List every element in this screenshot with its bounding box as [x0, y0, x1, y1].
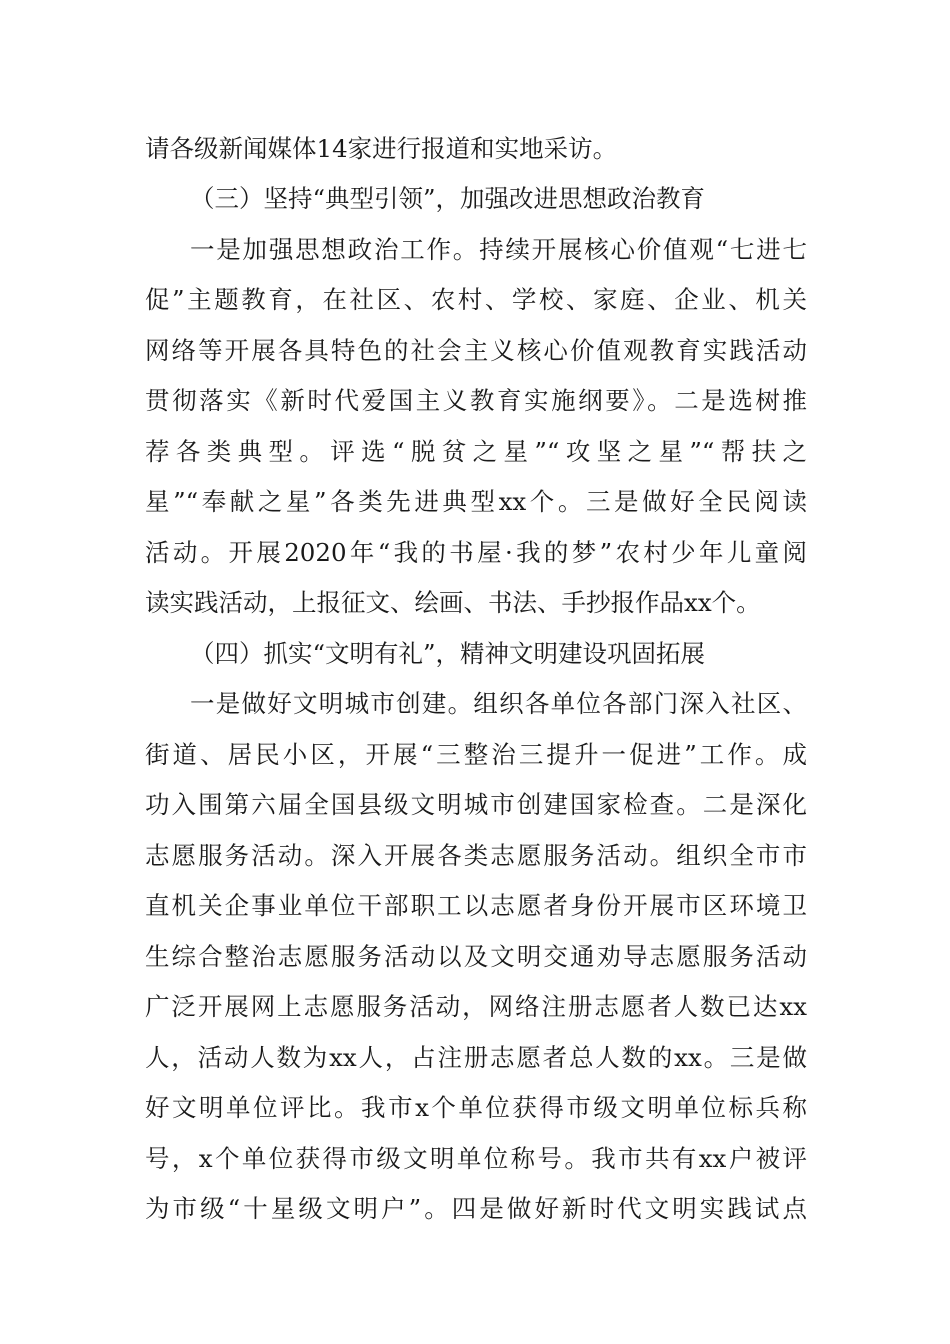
- text-line-16: 直机关企事业单位干部职工以志愿者身份开展市区环境卫: [145, 891, 807, 920]
- section-heading-4: （四）抓实“文明有礼”，精神文明建设巩固拓展: [190, 639, 706, 668]
- text-line-4: 促”主题教育，在社区、农村、学校、家庭、企业、机关: [145, 285, 807, 314]
- text-line-15: 志愿服务活动。深入开展各类志愿服务活动。组织全市市: [145, 841, 807, 870]
- text-line-3: 一是加强思想政治工作。持续开展核心价值观“七进七: [190, 235, 807, 264]
- text-line-14: 功入围第六届全国县级文明城市创建国家检查。二是深化: [145, 790, 807, 819]
- text-line-22: 为市级“十星级文明户”。四是做好新时代文明实践试点: [145, 1194, 807, 1223]
- text-line-19: 人，活动人数为xx人，占注册志愿者总人数的xx。三是做: [145, 1043, 807, 1072]
- text-line-9: 活动。开展2020年“我的书屋·我的梦”农村少年儿童阅: [145, 538, 807, 567]
- text-line-8: 星”“奉献之星”各类先进典型xx个。三是做好全民阅读: [145, 487, 807, 516]
- text-line-5: 网络等开展各具特色的社会主义核心价值观教育实践活动: [145, 336, 807, 365]
- text-line-12: 一是做好文明城市创建。组织各单位各部门深入社区、: [190, 689, 807, 718]
- text-line-21: 号，x个单位获得市级文明单位称号。我市共有xx户被评: [145, 1144, 807, 1173]
- text-line-6: 贯彻落实《新时代爱国主义教育实施纲要》。二是选树推: [145, 386, 807, 415]
- text-line-1: 请各级新闻媒体14家进行报道和实地采访。: [145, 134, 618, 163]
- text-line-17: 生综合整治志愿服务活动以及文明交通劝导志愿服务活动: [145, 942, 807, 971]
- section-heading-3: （三）坚持“典型引领”，加强改进思想政治教育: [190, 184, 706, 213]
- text-line-10: 读实践活动，上报征文、绘画、书法、手抄报作品xx个。: [145, 588, 761, 617]
- text-line-20: 好文明单位评比。我市x个单位获得市级文明单位标兵称: [145, 1093, 807, 1122]
- text-line-7: 荐各类典型。评选“脱贫之星”“攻坚之星”“帮扶之: [145, 437, 807, 466]
- text-line-18: 广泛开展网上志愿服务活动，网络注册志愿者人数已达xx: [145, 992, 807, 1021]
- text-line-13: 街道、居民小区，开展“三整治三提升一促进”工作。成: [145, 740, 807, 769]
